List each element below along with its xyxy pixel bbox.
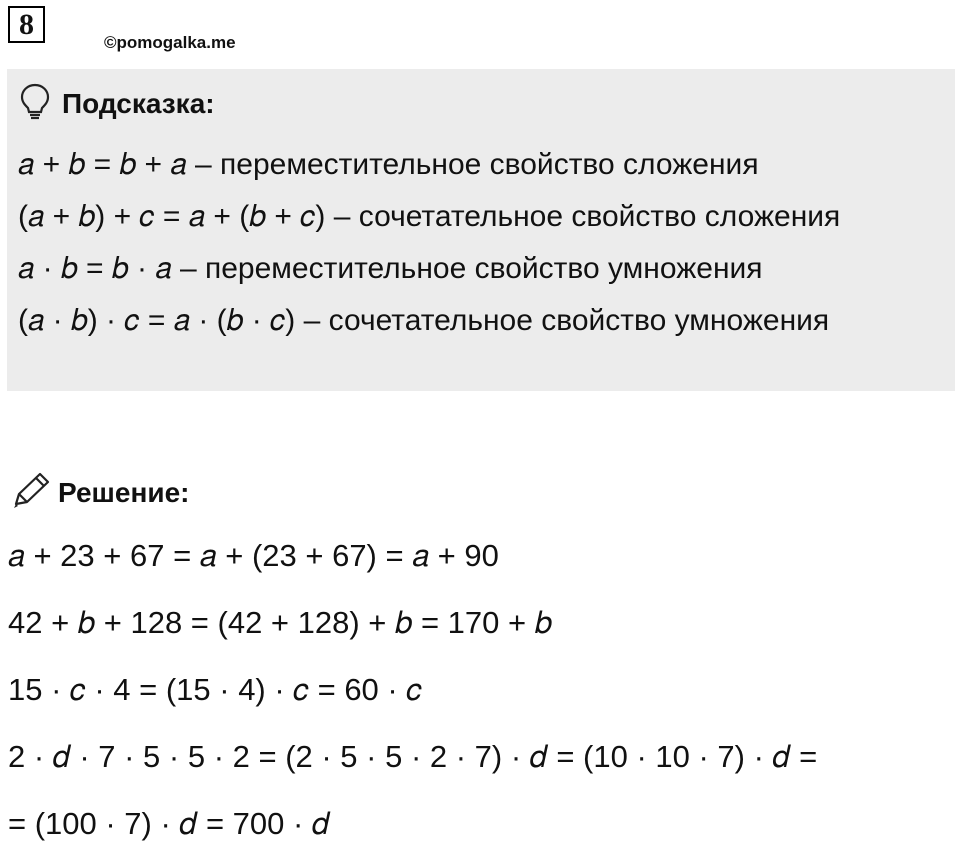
hint-title: Подсказка: — [62, 87, 215, 119]
task-number-box — [8, 6, 45, 43]
hint-heading — [18, 82, 215, 125]
task-number: 8 — [19, 7, 34, 41]
solution-line-4: 2 · 𝑑 · 7 · 5 · 5 · 2 = (2 · 5 · 5 · 2 · 7) · 𝑑 = (10 · 10 · 7) · 𝑑 = — [8, 739, 818, 774]
hint-rule-associative-multiplication: (𝑎 · 𝑏) · 𝑐 = 𝑎 · (𝑏 · 𝑐) – сочетательное свойство умножения — [18, 304, 830, 337]
solution-heading — [10, 470, 189, 515]
solution-line-1: 𝑎 + 23 + 67 = 𝑎 + (23 + 67) = 𝑎 + 90 — [8, 538, 499, 573]
hint-rule-associative-addition: (𝑎 + 𝑏) + 𝑐 = 𝑎 + (𝑏 + 𝑐) – сочетательное свойство сложения — [18, 200, 841, 233]
watermark: ©pomogalka.me — [104, 33, 236, 52]
solution-line-5: = (100 · 7) · 𝑑 = 700 · 𝑑 — [8, 806, 330, 841]
pencil-icon — [10, 470, 52, 515]
hint-rule-commutative-multiplication: 𝑎 · 𝑏 = 𝑏 · 𝑎 – переместительное свойство умножения — [18, 252, 763, 285]
solution-line-2: 42 + 𝑏 + 128 = (42 + 128) + 𝑏 = 170 + 𝑏 — [8, 605, 553, 640]
solution-title: Решение: — [58, 476, 190, 508]
hint-rule-commutative-addition: 𝑎 + 𝑏 = 𝑏 + 𝑎 – переместительное свойство сложения — [18, 148, 759, 181]
solution-line-3: 15 · 𝑐 · 4 = (15 · 4) · 𝑐 = 60 · 𝑐 — [8, 672, 423, 707]
lightbulb-icon — [18, 82, 52, 125]
